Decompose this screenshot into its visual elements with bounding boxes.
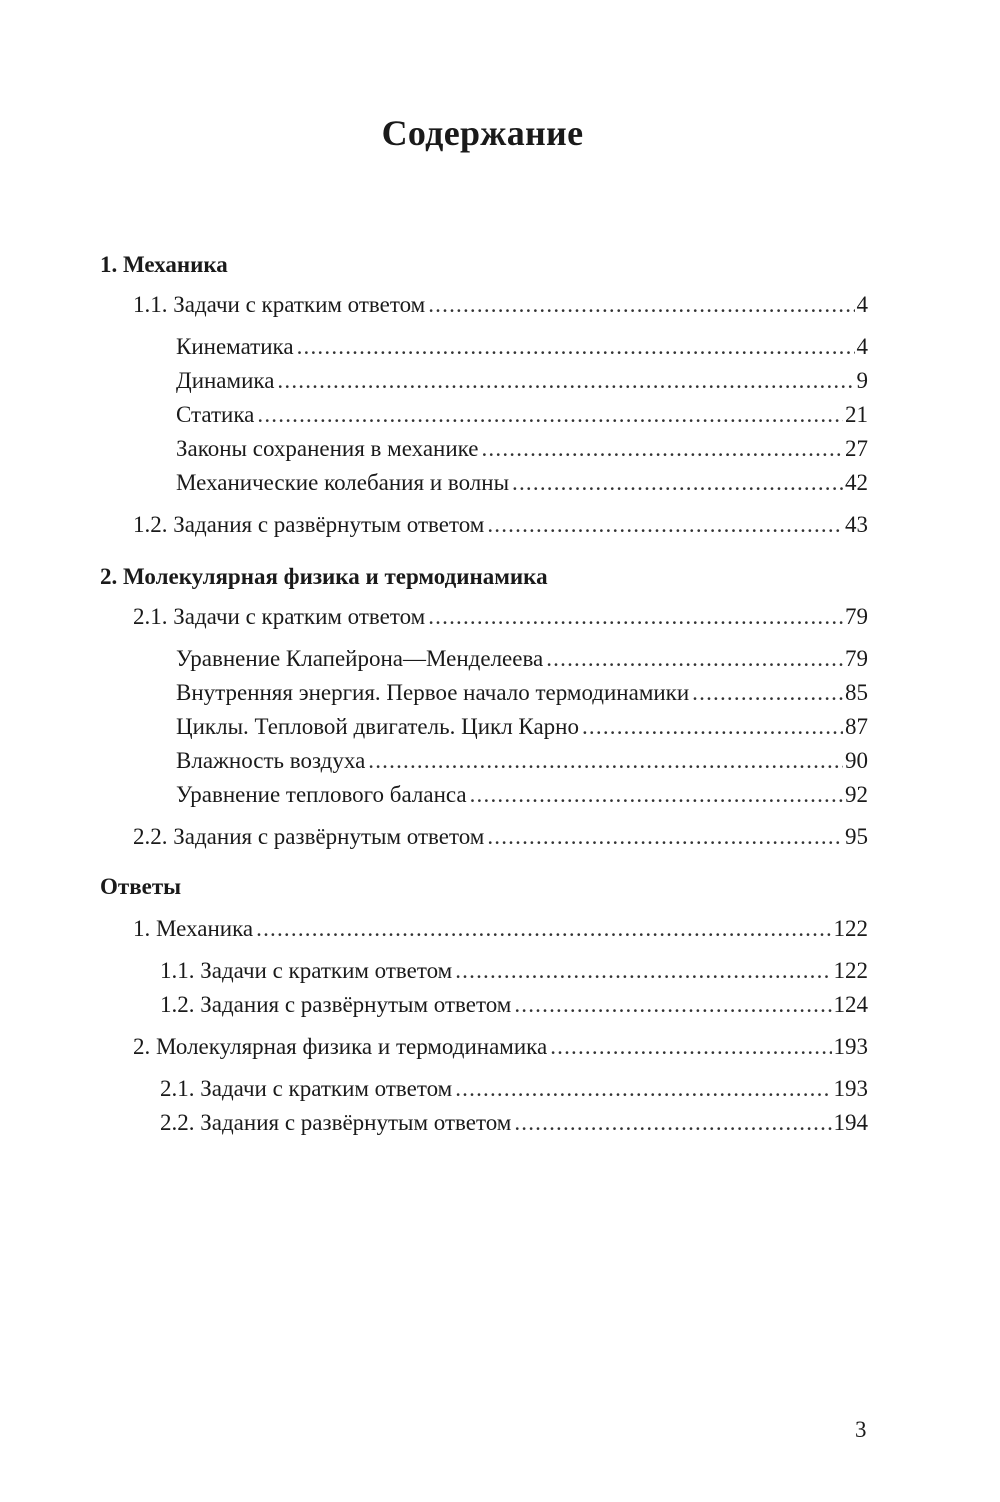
dot-leader bbox=[546, 644, 843, 674]
toc-entry-label: Уравнение теплового баланса bbox=[176, 782, 467, 807]
toc-entry-label: Уравнение Клапейрона—Менделеева bbox=[176, 646, 544, 671]
toc-entry-page: 42 bbox=[845, 470, 868, 495]
toc-entry-page: 4 bbox=[856, 334, 868, 359]
toc-entry-label: 2.1. Задачи с кратким ответом bbox=[160, 1076, 453, 1101]
dot-leader bbox=[256, 914, 831, 944]
dot-leader bbox=[481, 434, 843, 464]
toc-entry-page: 4 bbox=[856, 292, 868, 317]
dot-leader bbox=[692, 678, 843, 708]
dot-leader bbox=[582, 712, 843, 742]
toc-entry-page: 85 bbox=[845, 680, 868, 705]
toc-entry[interactable] bbox=[160, 1074, 868, 1104]
toc-entry-page: 79 bbox=[845, 646, 868, 671]
toc-entry-label: 2.2. Задания с развёрнутым ответом bbox=[133, 824, 485, 849]
toc-entry-page: 124 bbox=[833, 992, 868, 1017]
section-heading: 1. Механика bbox=[100, 252, 228, 277]
toc-entry[interactable] bbox=[133, 290, 868, 320]
toc-entry-label: Механические колебания и волны bbox=[176, 470, 510, 495]
toc-entry[interactable] bbox=[160, 990, 868, 1020]
dot-leader bbox=[487, 510, 843, 540]
section-heading: 2. Молекулярная физика и термодинамика bbox=[100, 564, 548, 589]
toc-entry[interactable] bbox=[176, 400, 868, 430]
dot-leader bbox=[455, 1074, 831, 1104]
toc-entry-page: 122 bbox=[833, 916, 868, 941]
dot-leader bbox=[550, 1032, 831, 1062]
toc-entry-label: 1.2. Задания с развёрнутым ответом bbox=[160, 992, 512, 1017]
toc-entry[interactable] bbox=[133, 1032, 868, 1062]
toc-entry-label: 1.1. Задачи с кратким ответом bbox=[133, 292, 426, 317]
toc-entry-page: 90 bbox=[845, 748, 868, 773]
dot-leader bbox=[470, 780, 843, 810]
toc-entry-page: 193 bbox=[833, 1034, 868, 1059]
toc-entry-label: Циклы. Тепловой двигатель. Цикл Карно bbox=[176, 714, 579, 739]
dot-leader bbox=[368, 746, 843, 776]
toc-entry[interactable] bbox=[133, 822, 868, 852]
toc-entry-page: 79 bbox=[845, 604, 868, 629]
dot-leader bbox=[257, 400, 843, 430]
toc-entry-label: 2. Молекулярная физика и термодинамика bbox=[133, 1034, 548, 1059]
toc-entry-label: 1.1. Задачи с кратким ответом bbox=[160, 958, 453, 983]
dot-leader bbox=[297, 332, 855, 362]
toc-entry-page: 95 bbox=[845, 824, 868, 849]
toc-entry-label: Динамика bbox=[176, 368, 275, 393]
toc-entry[interactable] bbox=[160, 956, 868, 986]
toc-entry-page: 21 bbox=[845, 402, 868, 427]
toc-entry[interactable] bbox=[176, 780, 868, 810]
toc-entry[interactable] bbox=[133, 510, 868, 540]
toc-entry-page: 9 bbox=[856, 368, 868, 393]
toc-entry[interactable] bbox=[133, 602, 868, 632]
toc-entry-label: Законы сохранения в механике bbox=[176, 436, 479, 461]
toc-entry-label: 2.2. Задания с развёрнутым ответом bbox=[160, 1110, 512, 1135]
dot-leader bbox=[514, 1108, 831, 1138]
toc-entry-page: 193 bbox=[833, 1076, 868, 1101]
toc-entry[interactable] bbox=[176, 678, 868, 708]
dot-leader bbox=[487, 822, 843, 852]
answers-heading: Ответы bbox=[100, 874, 182, 899]
toc-entry[interactable] bbox=[133, 914, 868, 944]
toc-entry[interactable] bbox=[176, 712, 868, 742]
toc-entry-page: 87 bbox=[845, 714, 868, 739]
toc-entry-label: 2.1. Задачи с кратким ответом bbox=[133, 604, 426, 629]
dot-leader bbox=[512, 468, 843, 498]
toc-entry-label: Внутренняя энергия. Первое начало термодинамики bbox=[176, 680, 690, 705]
dot-leader bbox=[514, 990, 831, 1020]
toc-entry[interactable] bbox=[176, 468, 868, 498]
toc-entry-page: 43 bbox=[845, 512, 868, 537]
toc-entry-page: 27 bbox=[845, 436, 868, 461]
dot-leader bbox=[455, 956, 831, 986]
toc-entry-page: 194 bbox=[833, 1110, 868, 1135]
toc-entry-page: 92 bbox=[845, 782, 868, 807]
toc-entry-page: 122 bbox=[833, 958, 868, 983]
toc-entry-label: 1.2. Задания с развёрнутым ответом bbox=[133, 512, 485, 537]
toc-entry-label: 1. Механика bbox=[133, 916, 254, 941]
toc-entry[interactable] bbox=[160, 1108, 868, 1138]
toc-entry[interactable] bbox=[176, 366, 868, 396]
toc-entry[interactable] bbox=[176, 434, 868, 464]
toc-entry[interactable] bbox=[176, 332, 868, 362]
dot-leader bbox=[428, 602, 843, 632]
page-title: Содержание bbox=[381, 113, 584, 153]
dot-leader bbox=[428, 290, 854, 320]
toc-entry[interactable] bbox=[176, 746, 868, 776]
toc-entry-label: Статика bbox=[176, 402, 255, 427]
toc-entry-label: Кинематика bbox=[176, 334, 294, 359]
dot-leader bbox=[277, 366, 854, 396]
page-number: 3 bbox=[855, 1417, 867, 1442]
toc-entry[interactable] bbox=[176, 644, 868, 674]
toc-entry-label: Влажность воздуха bbox=[176, 748, 366, 773]
